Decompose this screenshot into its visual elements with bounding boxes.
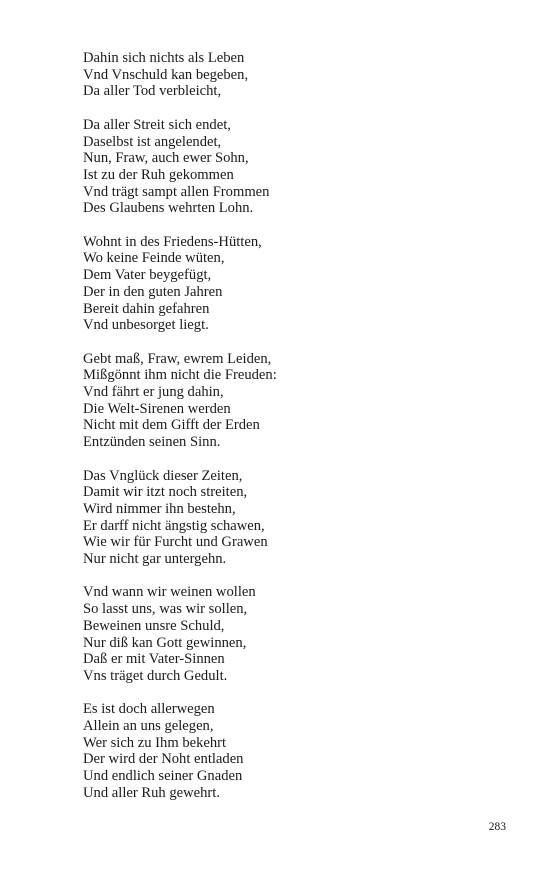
poem-line: Und aller Ruh gewehrt. — [83, 784, 220, 801]
poem-line: Vnd fährt er jung dahin, — [83, 384, 224, 401]
poem-line: Dahin sich nichts als Leben — [83, 50, 245, 66]
poem-line: Gebt maß, Fraw, ewrem Leiden, — [83, 350, 272, 367]
poem-line: Da aller Streit sich endet, — [83, 116, 231, 133]
poem-line: Nur nicht gar untergehn. — [83, 551, 227, 568]
poem-line: Allein an uns gelegen, — [83, 718, 214, 735]
stanza-4 — [83, 351, 503, 451]
poem-line: Vnd unbesorget liegt. — [83, 317, 209, 334]
poem-line: Damit wir itzt noch streiten, — [83, 484, 248, 501]
page-number: 283 — [488, 821, 506, 833]
poem-line: Der wird der Noht entladen — [83, 751, 244, 768]
poem-line: Es ist doch allerwegen — [83, 701, 215, 718]
poem-line: Beweinen unsre Schuld, — [83, 617, 225, 634]
poem-line: Vnd Vnschuld kan begeben, — [83, 66, 249, 83]
stanza-7 — [83, 701, 503, 801]
poem-line: Vnd trägt sampt allen Frommen — [83, 183, 270, 200]
stanza-3 — [83, 234, 503, 334]
poem-line: Der in den guten Jahren — [83, 283, 223, 300]
poem-line: Und endlich seiner Gnaden — [83, 768, 243, 785]
poem-line: Entzünden seinen Sinn. — [83, 434, 221, 451]
poem-line: Daß er mit Vater-Sinnen — [83, 651, 225, 668]
poem-line: Dem Vater beygefügt, — [83, 267, 212, 284]
poem-line: Das Vnglück dieser Zeiten, — [83, 467, 243, 484]
poem-line: Die Welt-Sirenen werden — [83, 400, 231, 417]
poem-line: Wo keine Feinde wüten, — [83, 250, 225, 267]
stanza-2 — [83, 117, 503, 217]
poem-line: So lasst uns, was wir sollen, — [83, 601, 248, 618]
poem-line: Da aller Tod verbleicht, — [83, 83, 222, 100]
poem-line: Wohnt in des Friedens-Hütten, — [83, 233, 262, 250]
poem-line: Wer sich zu Ihm bekehrt — [83, 734, 227, 751]
poem-line: Nicht mit dem Gifft der Erden — [83, 417, 260, 434]
stanza-5 — [83, 468, 503, 568]
poem-line: Ist zu der Ruh gekommen — [83, 166, 234, 183]
poem-line: Bereit dahin gefahren — [83, 300, 210, 317]
poem-line: Wie wir für Furcht und Grawen — [83, 534, 268, 551]
poem-line: Vns träget durch Gedult. — [83, 667, 228, 684]
poem-line: Nur diß kan Gott gewinnen, — [83, 634, 247, 651]
poem-line: Des Glaubens wehrten Lohn. — [83, 200, 254, 217]
poem-line: Mißgönnt ihm nicht die Freuden: — [83, 367, 277, 384]
poem-line: Wird nimmer ihn bestehn, — [83, 500, 236, 517]
poem-body — [83, 50, 503, 818]
poem-line: Er darff nicht ängstig schawen, — [83, 517, 265, 534]
poem-line: Vnd wann wir weinen wollen — [83, 584, 256, 601]
stanza-6 — [83, 584, 503, 684]
poem-line: Daselbst ist angelendet, — [83, 133, 222, 150]
stanza-1 — [83, 50, 503, 100]
poem-line: Nun, Fraw, auch ewer Sohn, — [83, 150, 249, 167]
